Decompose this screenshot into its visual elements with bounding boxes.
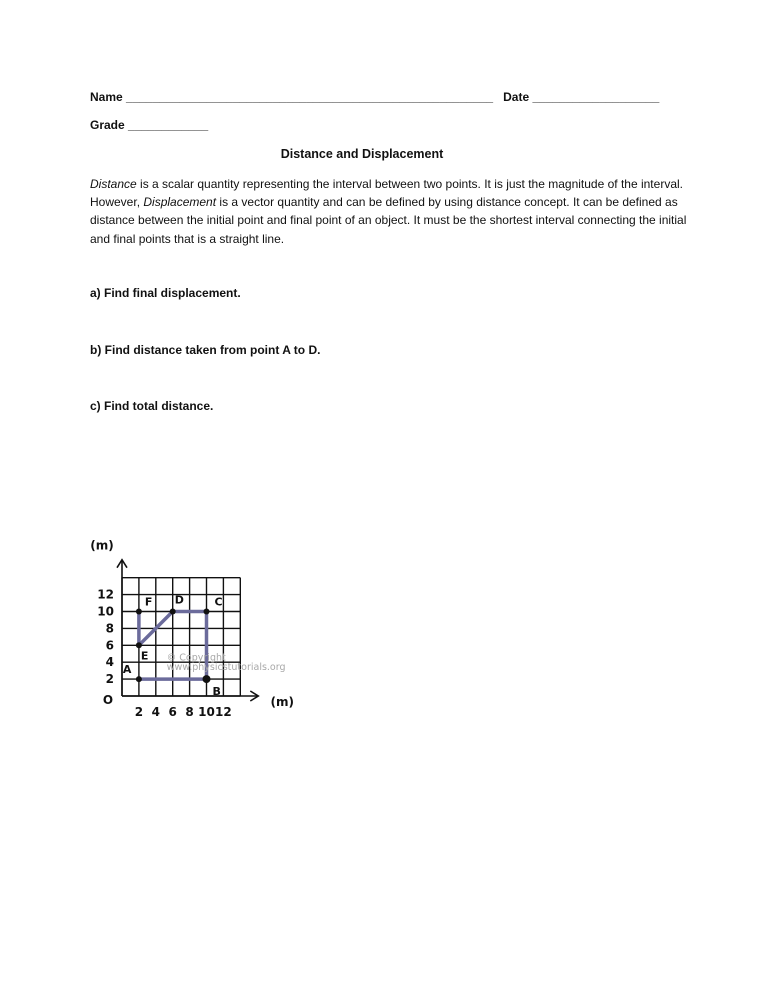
date-blank: ___________________ bbox=[532, 90, 660, 104]
grade-blank: ____________ bbox=[128, 118, 209, 132]
name-date-row bbox=[90, 90, 659, 104]
page-title: Distance and Displacement bbox=[280, 147, 444, 161]
name-blank: _______________________________________________________ bbox=[126, 90, 494, 104]
grade-row bbox=[90, 118, 208, 132]
watermark-copyright: © Copyright bbox=[166, 652, 226, 664]
point-label-b: B bbox=[212, 685, 221, 699]
watermark-url: www.physicstutorials.org bbox=[166, 661, 286, 673]
x-tick-label: 12 bbox=[215, 705, 232, 719]
x-axis-label: (m) bbox=[270, 695, 295, 709]
y-tick-label: 10 bbox=[97, 604, 114, 619]
point-label-e: E bbox=[140, 649, 149, 663]
x-tick-label: 10 bbox=[198, 705, 215, 719]
paragraph-part-1: is a scalar quantity representing the interval between two points. It is just the magnitude of the interval. However, bbox=[90, 177, 683, 210]
grade-label: Grade bbox=[90, 118, 125, 132]
term-displacement: Displacement bbox=[143, 195, 217, 210]
origin-label: O bbox=[102, 693, 114, 707]
term-distance: Distance bbox=[90, 177, 137, 191]
x-tick-label: 8 bbox=[185, 705, 194, 719]
point-label-a: A bbox=[122, 663, 132, 677]
point-marker-b bbox=[203, 675, 211, 683]
point-marker-f bbox=[136, 609, 142, 615]
date-label: Date bbox=[503, 90, 530, 104]
x-tick-label: 2 bbox=[134, 705, 144, 719]
x-tick-label: 4 bbox=[151, 705, 160, 719]
question-b: b) Find distance taken from point A to D. bbox=[90, 343, 321, 357]
point-marker-a bbox=[136, 676, 142, 682]
point-marker-e bbox=[136, 642, 142, 648]
paragraph-part-2: is a vector quantity and can be defined by using distance concept. It can be defined as distance between the initial point and final point of an object. It must be the shortest interval connecting the initial and final points that is a straight line. bbox=[90, 195, 687, 246]
y-tick-label: 8 bbox=[105, 621, 114, 636]
y-tick-label: 2 bbox=[105, 672, 114, 687]
y-tick-label: 4 bbox=[105, 655, 114, 670]
name-label: Name bbox=[90, 90, 123, 104]
definition-paragraph bbox=[90, 175, 690, 248]
question-a: a) Find final displacement. bbox=[90, 286, 241, 300]
x-tick-label: 6 bbox=[168, 705, 177, 719]
point-label-f: F bbox=[144, 595, 153, 609]
y-axis-label: (m) bbox=[90, 538, 114, 553]
coordinate-graph bbox=[80, 420, 480, 720]
point-label-c: C bbox=[214, 595, 223, 609]
point-label-d: D bbox=[174, 593, 184, 607]
point-marker-c bbox=[204, 609, 210, 615]
y-tick-label: 6 bbox=[105, 638, 114, 653]
y-tick-label: 12 bbox=[97, 587, 114, 602]
point-marker-d bbox=[170, 609, 176, 615]
question-c: c) Find total distance. bbox=[90, 399, 214, 413]
